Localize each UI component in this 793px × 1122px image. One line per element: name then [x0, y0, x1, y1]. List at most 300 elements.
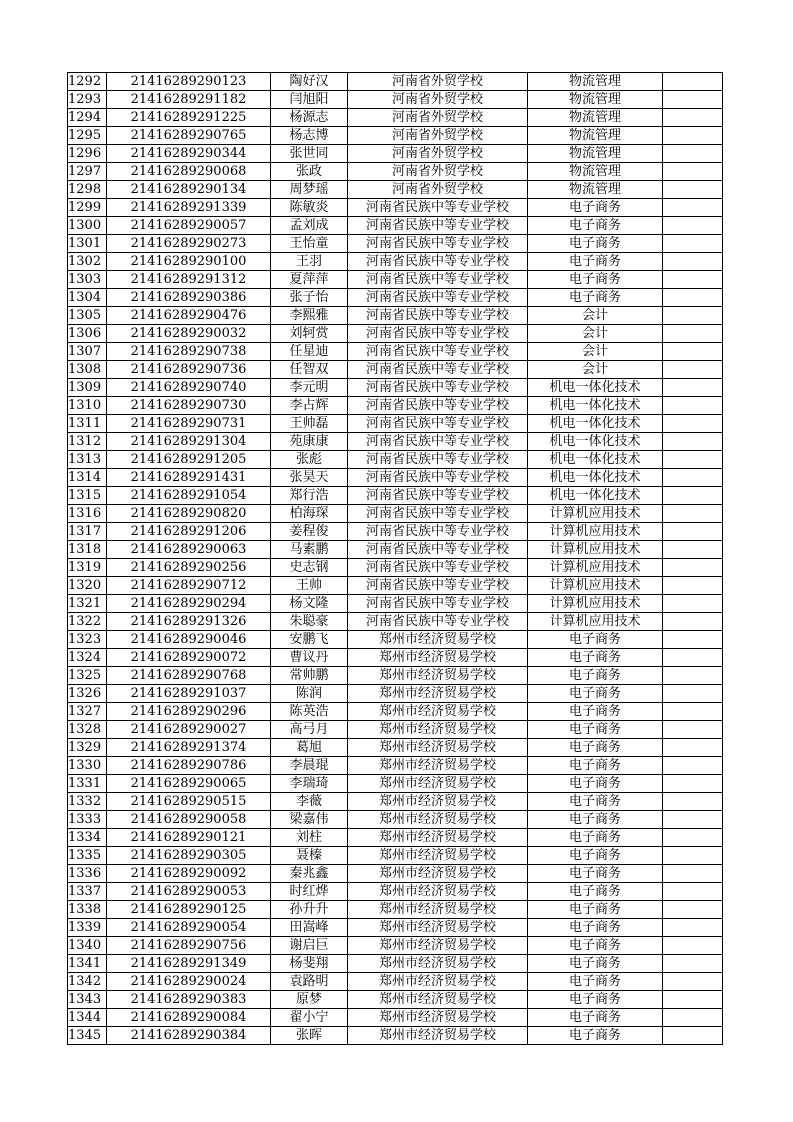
major-cell: 电子商务: [528, 235, 663, 253]
exam-id-cell: 21416289290068: [107, 163, 271, 181]
student-name-cell: 王怡童: [271, 235, 348, 253]
exam-id-cell: 21416289290736: [107, 361, 271, 379]
school-cell: 河南省民族中等专业学校: [348, 505, 528, 523]
table-row: [68, 739, 723, 757]
major-cell: 电子商务: [528, 289, 663, 307]
student-name-cell: 秦兆鑫: [271, 865, 348, 883]
school-cell: 郑州市经济贸易学校: [348, 991, 528, 1009]
student-name-cell: 聂榛: [271, 847, 348, 865]
exam-id-cell: 21416289291054: [107, 487, 271, 505]
seq-number-cell: 1330: [68, 757, 107, 775]
table-row: [68, 469, 723, 487]
major-cell: 会计: [528, 343, 663, 361]
seq-number-cell: 1331: [68, 775, 107, 793]
remark-cell: [663, 901, 723, 919]
major-cell: 电子商务: [528, 649, 663, 667]
seq-number-cell: 1344: [68, 1009, 107, 1027]
exam-id-cell: 21416289290384: [107, 1027, 271, 1045]
student-name-cell: 姜程俊: [271, 523, 348, 541]
remark-cell: [663, 127, 723, 145]
remark-cell: [663, 847, 723, 865]
student-name-cell: 任智双: [271, 361, 348, 379]
major-cell: 电子商务: [528, 721, 663, 739]
seq-number-cell: 1317: [68, 523, 107, 541]
seq-number-cell: 1316: [68, 505, 107, 523]
seq-number-cell: 1315: [68, 487, 107, 505]
major-cell: 电子商务: [528, 217, 663, 235]
student-name-cell: 夏萍萍: [271, 271, 348, 289]
school-cell: 郑州市经济贸易学校: [348, 703, 528, 721]
exam-id-cell: 21416289290100: [107, 253, 271, 271]
major-cell: 计算机应用技术: [528, 523, 663, 541]
student-name-cell: 刘轲赏: [271, 325, 348, 343]
seq-number-cell: 1338: [68, 901, 107, 919]
remark-cell: [663, 541, 723, 559]
remark-cell: [663, 829, 723, 847]
major-cell: 电子商务: [528, 919, 663, 937]
remark-cell: [663, 919, 723, 937]
remark-cell: [663, 163, 723, 181]
school-cell: 郑州市经济贸易学校: [348, 973, 528, 991]
major-cell: 电子商务: [528, 901, 663, 919]
exam-id-cell: 21416289290740: [107, 379, 271, 397]
table-row: [68, 181, 723, 199]
student-name-cell: 苑康康: [271, 433, 348, 451]
table-row: [68, 1027, 723, 1045]
school-cell: 郑州市经济贸易学校: [348, 793, 528, 811]
school-cell: 河南省民族中等专业学校: [348, 469, 528, 487]
major-cell: 物流管理: [528, 163, 663, 181]
exam-id-cell: 21416289290053: [107, 883, 271, 901]
major-cell: 电子商务: [528, 739, 663, 757]
remark-cell: [663, 109, 723, 127]
student-name-cell: 李熙雅: [271, 307, 348, 325]
major-cell: 电子商务: [528, 685, 663, 703]
exam-id-cell: 21416289290024: [107, 973, 271, 991]
remark-cell: [663, 91, 723, 109]
seq-number-cell: 1324: [68, 649, 107, 667]
exam-id-cell: 21416289290063: [107, 541, 271, 559]
remark-cell: [663, 199, 723, 217]
exam-id-cell: 21416289291431: [107, 469, 271, 487]
major-cell: 电子商务: [528, 703, 663, 721]
exam-id-cell: 21416289290027: [107, 721, 271, 739]
remark-cell: [663, 973, 723, 991]
student-name-cell: 张昊天: [271, 469, 348, 487]
student-name-cell: 任星迪: [271, 343, 348, 361]
seq-number-cell: 1313: [68, 451, 107, 469]
major-cell: 机电一体化技术: [528, 469, 663, 487]
seq-number-cell: 1336: [68, 865, 107, 883]
school-cell: 河南省民族中等专业学校: [348, 577, 528, 595]
exam-id-cell: 21416289290305: [107, 847, 271, 865]
major-cell: 电子商务: [528, 793, 663, 811]
seq-number-cell: 1308: [68, 361, 107, 379]
student-name-cell: 孙升升: [271, 901, 348, 919]
remark-cell: [663, 523, 723, 541]
remark-cell: [663, 361, 723, 379]
table-row: [68, 217, 723, 235]
remark-cell: [663, 145, 723, 163]
major-cell: 机电一体化技术: [528, 451, 663, 469]
seq-number-cell: 1335: [68, 847, 107, 865]
table-row: [68, 307, 723, 325]
school-cell: 河南省民族中等专业学校: [348, 415, 528, 433]
school-cell: 河南省外贸学校: [348, 163, 528, 181]
exam-id-cell: 21416289291037: [107, 685, 271, 703]
school-cell: 郑州市经济贸易学校: [348, 1027, 528, 1045]
major-cell: 计算机应用技术: [528, 613, 663, 631]
table-row: [68, 487, 723, 505]
seq-number-cell: 1337: [68, 883, 107, 901]
seq-number-cell: 1329: [68, 739, 107, 757]
table-row: [68, 541, 723, 559]
seq-number-cell: 1334: [68, 829, 107, 847]
exam-id-cell: 21416289290273: [107, 235, 271, 253]
major-cell: 计算机应用技术: [528, 577, 663, 595]
major-cell: 电子商务: [528, 1009, 663, 1027]
table-row: [68, 631, 723, 649]
seq-number-cell: 1302: [68, 253, 107, 271]
seq-number-cell: 1310: [68, 397, 107, 415]
student-name-cell: 常帅鹏: [271, 667, 348, 685]
table-row: [68, 883, 723, 901]
exam-id-cell: 21416289290123: [107, 73, 271, 91]
major-cell: 电子商务: [528, 631, 663, 649]
table-row: [68, 703, 723, 721]
seq-number-cell: 1301: [68, 235, 107, 253]
table-row: [68, 91, 723, 109]
student-name-cell: 陈敏炎: [271, 199, 348, 217]
student-name-cell: 曹议丹: [271, 649, 348, 667]
major-cell: 计算机应用技术: [528, 505, 663, 523]
student-name-cell: 王帅: [271, 577, 348, 595]
table-row: [68, 775, 723, 793]
remark-cell: [663, 937, 723, 955]
school-cell: 河南省民族中等专业学校: [348, 451, 528, 469]
table-row: [68, 235, 723, 253]
table-row: [68, 163, 723, 181]
table-row: [68, 757, 723, 775]
table-row: [68, 991, 723, 1009]
seq-number-cell: 1306: [68, 325, 107, 343]
school-cell: 河南省民族中等专业学校: [348, 613, 528, 631]
major-cell: 物流管理: [528, 127, 663, 145]
student-name-cell: 田嵩峰: [271, 919, 348, 937]
exam-id-cell: 21416289290092: [107, 865, 271, 883]
major-cell: 会计: [528, 307, 663, 325]
remark-cell: [663, 559, 723, 577]
school-cell: 河南省民族中等专业学校: [348, 433, 528, 451]
major-cell: 物流管理: [528, 145, 663, 163]
student-name-cell: 梁嘉伟: [271, 811, 348, 829]
student-name-cell: 张晖: [271, 1027, 348, 1045]
remark-cell: [663, 343, 723, 361]
seq-number-cell: 1312: [68, 433, 107, 451]
remark-cell: [663, 415, 723, 433]
remark-cell: [663, 289, 723, 307]
exam-id-cell: 21416289290820: [107, 505, 271, 523]
student-name-cell: 柏海琛: [271, 505, 348, 523]
school-cell: 河南省民族中等专业学校: [348, 487, 528, 505]
table-row: [68, 937, 723, 955]
school-cell: 郑州市经济贸易学校: [348, 955, 528, 973]
seq-number-cell: 1342: [68, 973, 107, 991]
remark-cell: [663, 271, 723, 289]
major-cell: 电子商务: [528, 775, 663, 793]
seq-number-cell: 1300: [68, 217, 107, 235]
exam-id-cell: 21416289291206: [107, 523, 271, 541]
major-cell: 电子商务: [528, 1027, 663, 1045]
remark-cell: [663, 469, 723, 487]
table-row: [68, 433, 723, 451]
table-row: [68, 361, 723, 379]
student-name-cell: 杨斐翔: [271, 955, 348, 973]
school-cell: 郑州市经济贸易学校: [348, 649, 528, 667]
exam-id-cell: 21416289291326: [107, 613, 271, 631]
seq-number-cell: 1297: [68, 163, 107, 181]
student-name-cell: 孟刘成: [271, 217, 348, 235]
remark-cell: [663, 991, 723, 1009]
major-cell: 计算机应用技术: [528, 595, 663, 613]
remark-cell: [663, 757, 723, 775]
student-name-cell: 杨志博: [271, 127, 348, 145]
school-cell: 河南省民族中等专业学校: [348, 289, 528, 307]
major-cell: 会计: [528, 361, 663, 379]
exam-id-cell: 21416289290344: [107, 145, 271, 163]
exam-id-cell: 21416289290386: [107, 289, 271, 307]
remark-cell: [663, 775, 723, 793]
seq-number-cell: 1321: [68, 595, 107, 613]
table-row: [68, 685, 723, 703]
seq-number-cell: 1319: [68, 559, 107, 577]
major-cell: 机电一体化技术: [528, 379, 663, 397]
table-row: [68, 559, 723, 577]
seq-number-cell: 1341: [68, 955, 107, 973]
school-cell: 郑州市经济贸易学校: [348, 919, 528, 937]
seq-number-cell: 1339: [68, 919, 107, 937]
major-cell: 物流管理: [528, 91, 663, 109]
major-cell: 物流管理: [528, 73, 663, 91]
remark-cell: [663, 703, 723, 721]
seq-number-cell: 1296: [68, 145, 107, 163]
remark-cell: [663, 883, 723, 901]
seq-number-cell: 1328: [68, 721, 107, 739]
remark-cell: [663, 811, 723, 829]
school-cell: 河南省外贸学校: [348, 109, 528, 127]
major-cell: 电子商务: [528, 973, 663, 991]
table-row: [68, 289, 723, 307]
school-cell: 郑州市经济贸易学校: [348, 937, 528, 955]
table-row: [68, 199, 723, 217]
major-cell: 电子商务: [528, 955, 663, 973]
school-cell: 郑州市经济贸易学校: [348, 829, 528, 847]
school-cell: 河南省外贸学校: [348, 145, 528, 163]
table-row: [68, 1009, 723, 1027]
student-name-cell: 刘柱: [271, 829, 348, 847]
major-cell: 电子商务: [528, 757, 663, 775]
remark-cell: [663, 217, 723, 235]
school-cell: 河南省外贸学校: [348, 73, 528, 91]
table-row: [68, 973, 723, 991]
seq-number-cell: 1314: [68, 469, 107, 487]
student-name-cell: 马素鹏: [271, 541, 348, 559]
table-row: [68, 865, 723, 883]
remark-cell: [663, 487, 723, 505]
remark-cell: [663, 631, 723, 649]
school-cell: 郑州市经济贸易学校: [348, 775, 528, 793]
school-cell: 河南省民族中等专业学校: [348, 271, 528, 289]
student-name-cell: 高弓月: [271, 721, 348, 739]
major-cell: 计算机应用技术: [528, 541, 663, 559]
school-cell: 河南省外贸学校: [348, 181, 528, 199]
exam-id-cell: 21416289290072: [107, 649, 271, 667]
seq-number-cell: 1303: [68, 271, 107, 289]
school-cell: 郑州市经济贸易学校: [348, 883, 528, 901]
student-name-cell: 时红烨: [271, 883, 348, 901]
school-cell: 河南省民族中等专业学校: [348, 253, 528, 271]
school-cell: 河南省民族中等专业学校: [348, 397, 528, 415]
exam-id-cell: 21416289290765: [107, 127, 271, 145]
exam-id-cell: 21416289291312: [107, 271, 271, 289]
table-row: [68, 811, 723, 829]
school-cell: 河南省民族中等专业学校: [348, 595, 528, 613]
remark-cell: [663, 649, 723, 667]
seq-number-cell: 1311: [68, 415, 107, 433]
seq-number-cell: 1293: [68, 91, 107, 109]
major-cell: 电子商务: [528, 199, 663, 217]
major-cell: 机电一体化技术: [528, 415, 663, 433]
table-row: [68, 847, 723, 865]
major-cell: 电子商务: [528, 811, 663, 829]
exam-id-cell: 21416289291374: [107, 739, 271, 757]
remark-cell: [663, 793, 723, 811]
exam-id-cell: 21416289290084: [107, 1009, 271, 1027]
exam-id-cell: 21416289290294: [107, 595, 271, 613]
exam-id-cell: 21416289290058: [107, 811, 271, 829]
school-cell: 河南省民族中等专业学校: [348, 523, 528, 541]
remark-cell: [663, 721, 723, 739]
major-cell: 电子商务: [528, 865, 663, 883]
student-name-cell: 朱聪豪: [271, 613, 348, 631]
exam-id-cell: 21416289291304: [107, 433, 271, 451]
remark-cell: [663, 451, 723, 469]
exam-id-cell: 21416289290476: [107, 307, 271, 325]
major-cell: 计算机应用技术: [528, 559, 663, 577]
remark-cell: [663, 181, 723, 199]
student-name-cell: 张政: [271, 163, 348, 181]
seq-number-cell: 1307: [68, 343, 107, 361]
seq-number-cell: 1326: [68, 685, 107, 703]
exam-id-cell: 21416289290065: [107, 775, 271, 793]
table-row: [68, 919, 723, 937]
table-row: [68, 595, 723, 613]
student-name-cell: 周梦瑶: [271, 181, 348, 199]
major-cell: 机电一体化技术: [528, 487, 663, 505]
student-name-cell: 陶好汉: [271, 73, 348, 91]
seq-number-cell: 1322: [68, 613, 107, 631]
student-name-cell: 杨文隆: [271, 595, 348, 613]
student-name-cell: 李占辉: [271, 397, 348, 415]
remark-cell: [663, 325, 723, 343]
remark-cell: [663, 235, 723, 253]
major-cell: 电子商务: [528, 883, 663, 901]
school-cell: 河南省民族中等专业学校: [348, 217, 528, 235]
seq-number-cell: 1345: [68, 1027, 107, 1045]
major-cell: 会计: [528, 325, 663, 343]
school-cell: 郑州市经济贸易学校: [348, 721, 528, 739]
student-name-cell: 郑行浩: [271, 487, 348, 505]
exam-id-cell: 21416289291182: [107, 91, 271, 109]
student-name-cell: 张彪: [271, 451, 348, 469]
seq-number-cell: 1299: [68, 199, 107, 217]
school-cell: 河南省民族中等专业学校: [348, 559, 528, 577]
student-name-cell: 闫旭阳: [271, 91, 348, 109]
major-cell: 电子商务: [528, 667, 663, 685]
seq-number-cell: 1343: [68, 991, 107, 1009]
school-cell: 河南省民族中等专业学校: [348, 343, 528, 361]
exam-id-cell: 21416289290125: [107, 901, 271, 919]
major-cell: 物流管理: [528, 181, 663, 199]
major-cell: 机电一体化技术: [528, 433, 663, 451]
school-cell: 郑州市经济贸易学校: [348, 1009, 528, 1027]
table-row: [68, 109, 723, 127]
school-cell: 郑州市经济贸易学校: [348, 739, 528, 757]
table-row: [68, 145, 723, 163]
major-cell: 电子商务: [528, 253, 663, 271]
school-cell: 郑州市经济贸易学校: [348, 847, 528, 865]
seq-number-cell: 1294: [68, 109, 107, 127]
exam-id-cell: 21416289290756: [107, 937, 271, 955]
student-name-cell: 李瑞琦: [271, 775, 348, 793]
student-name-cell: 史志钢: [271, 559, 348, 577]
student-name-cell: 张子怡: [271, 289, 348, 307]
remark-cell: [663, 397, 723, 415]
exam-id-cell: 21416289290731: [107, 415, 271, 433]
school-cell: 河南省民族中等专业学校: [348, 199, 528, 217]
school-cell: 郑州市经济贸易学校: [348, 901, 528, 919]
seq-number-cell: 1305: [68, 307, 107, 325]
table-row: [68, 523, 723, 541]
table-row: [68, 505, 723, 523]
exam-id-cell: 21416289290057: [107, 217, 271, 235]
major-cell: 机电一体化技术: [528, 397, 663, 415]
major-cell: 电子商务: [528, 829, 663, 847]
table-row: [68, 901, 723, 919]
school-cell: 河南省民族中等专业学校: [348, 307, 528, 325]
remark-cell: [663, 253, 723, 271]
remark-cell: [663, 577, 723, 595]
major-cell: 电子商务: [528, 847, 663, 865]
table-row: [68, 451, 723, 469]
school-cell: 郑州市经济贸易学校: [348, 685, 528, 703]
table-row: [68, 397, 723, 415]
major-cell: 物流管理: [528, 109, 663, 127]
seq-number-cell: 1323: [68, 631, 107, 649]
exam-id-cell: 21416289290738: [107, 343, 271, 361]
table-row: [68, 649, 723, 667]
seq-number-cell: 1340: [68, 937, 107, 955]
table-row: [68, 793, 723, 811]
school-cell: 郑州市经济贸易学校: [348, 865, 528, 883]
student-name-cell: 李晨琨: [271, 757, 348, 775]
major-cell: 电子商务: [528, 271, 663, 289]
seq-number-cell: 1309: [68, 379, 107, 397]
remark-cell: [663, 955, 723, 973]
seq-number-cell: 1292: [68, 73, 107, 91]
student-name-cell: 王帅磊: [271, 415, 348, 433]
remark-cell: [663, 505, 723, 523]
